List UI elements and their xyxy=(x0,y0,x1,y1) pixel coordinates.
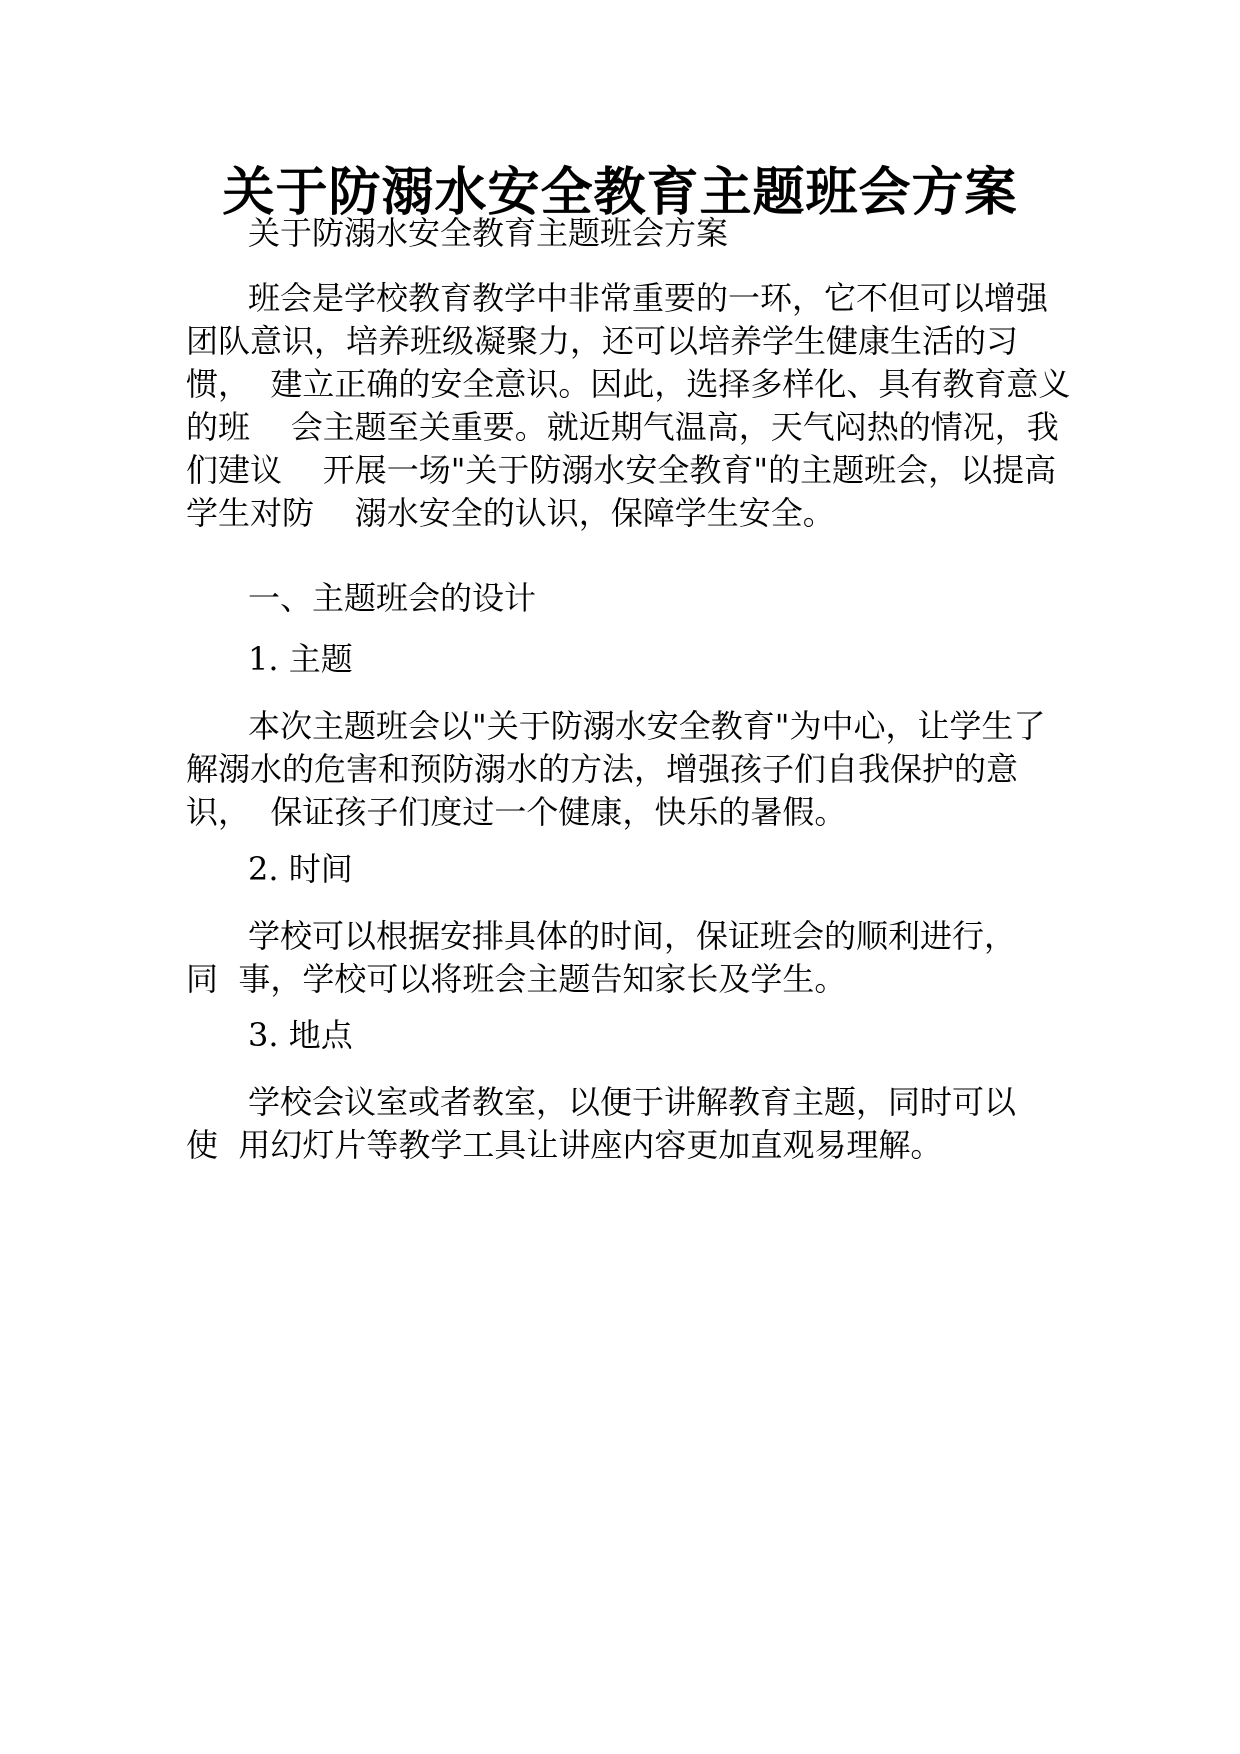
location-paragraph xyxy=(186,1081,1086,1167)
paragraph-line: 本次主题班会以"关于防溺水安全教育"为中心，让学生了 xyxy=(248,707,1046,745)
paragraph-line: 使 用幻灯片等教学工具让讲座内容更加直观易理解。 xyxy=(186,1126,943,1164)
paragraph-line: 解溺水的危害和预防溺水的方法，增强孩子们自我保护的意 xyxy=(186,750,1019,788)
paragraph-line: 学校会议室或者教室，以便于讲解教育主题，同时可以 xyxy=(248,1083,1017,1121)
item-heading-theme: 1. 主题 xyxy=(248,640,353,678)
paragraph-line: 的班 会主题至关重要。就近期气温高，天气闷热的情况，我 xyxy=(186,408,1059,446)
paragraph-line: 班会是学校教育教学中非常重要的一环，它不但可以增强 xyxy=(248,279,1049,317)
document-subtitle: 关于防溺水安全教育主题班会方案 xyxy=(248,214,729,252)
theme-paragraph xyxy=(186,705,1086,834)
paragraph-line: 们建议 开展一场"关于防溺水安全教育"的主题班会，以提高 xyxy=(186,451,1057,489)
intro-paragraph xyxy=(186,277,1086,535)
section-heading: 一、主题班会的设计 xyxy=(248,579,537,617)
paragraph-line: 识， 保证孩子们度过一个健康，快乐的暑假。 xyxy=(186,793,847,831)
document-title: 关于防溺水安全教育主题班会方案 xyxy=(222,162,1018,223)
paragraph-line: 学校可以根据安排具体的时间，保证班会的顺利进行， xyxy=(248,917,1017,955)
paragraph-line: 团队意识，培养班级凝聚力，还可以培养学生健康生活的习 xyxy=(186,322,1019,360)
paragraph-line: 学生对防 溺水安全的认识，保障学生安全。 xyxy=(186,494,835,532)
item-heading-time: 2. 时间 xyxy=(248,850,353,888)
time-paragraph xyxy=(186,915,1086,1001)
item-heading-location: 3. 地点 xyxy=(248,1016,353,1054)
paragraph-line: 同 事，学校可以将班会主题告知家长及学生。 xyxy=(186,960,847,998)
paragraph-line: 惯， 建立正确的安全意识。因此，选择多样化、具有教育意义 xyxy=(186,365,1071,403)
